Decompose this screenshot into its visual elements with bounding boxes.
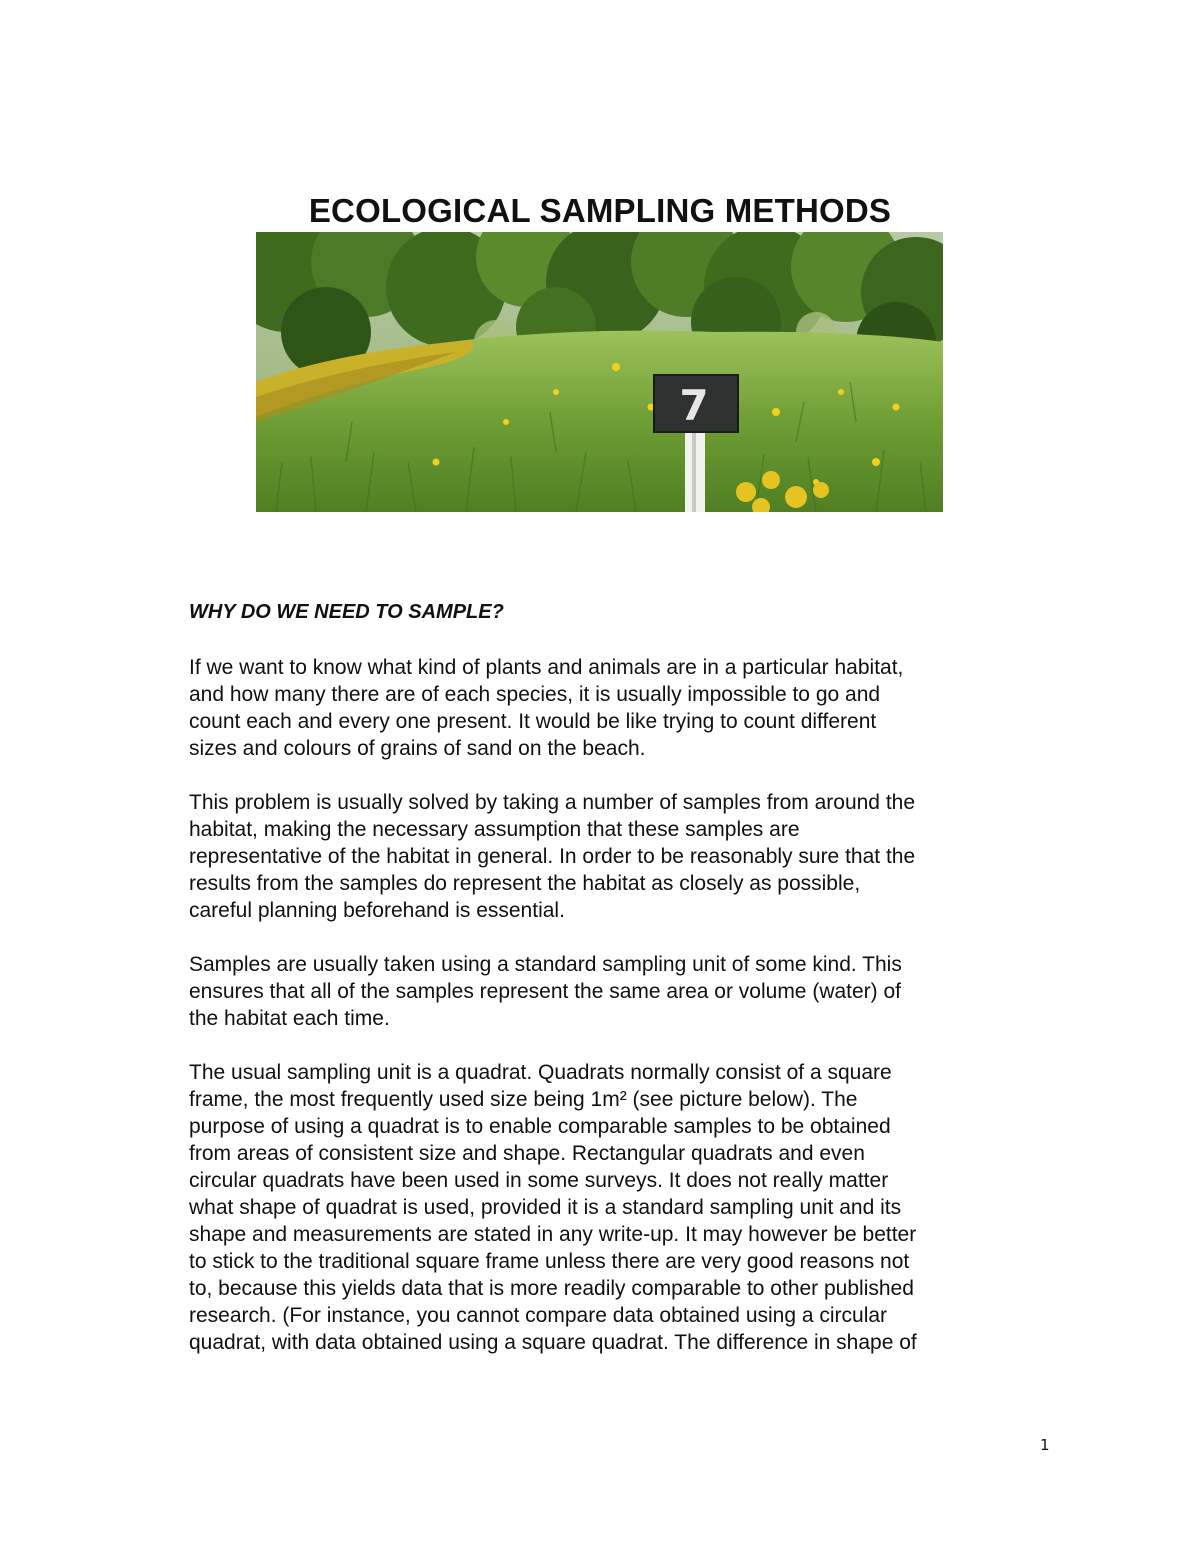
document-title: ECOLOGICAL SAMPLING METHODS [308,192,892,229]
section-heading: WHY DO WE NEED TO SAMPLE? [189,601,504,623]
sign-number: 7 [679,381,709,430]
paragraph-2: This problem is usually solved by taking a number of samples from around the habitat, making the necessary assumption that these samples are representative of the habitat in general. In order to be reasonably sure that the results from the samples do represent the habitat as closely as possible, careful planning beforehand is essential. [189,791,916,922]
paragraph-1: If we want to know what kind of plants and animals are in a particular habitat, and how many there are of each species, it is usually impossible to go and count each and every one present. It would be like trying to count different sizes and colours of grains of sand on the beach. [189,656,904,760]
paragraph-4: The usual sampling unit is a quadrat. Quadrats normally consist of a square frame, the most frequently used size being 1m² (see picture below). The purpose of using a quadrat is to enable comparable samples to be obtained from areas of consistent size and shape. Rectangular quadrats and even circular quadrats have been used in some surveys. It does not really matter what shape of quadrat is used, provided it is a standard sampling unit and its shape and measurements are stated in any write-up. It may however be better to stick to the traditional square frame unless there are very good reasons not to, because this yields data that is more readily comparable to other published research. (For instance, you cannot compare data obtained using a circular quadrat, with data obtained using a square quadrat. The difference in shape of [189,1061,917,1354]
meadow-photo [256,232,943,512]
page-number: 1 [1040,1436,1050,1454]
paragraph-3: Samples are usually taken using a standard sampling unit of some kind. This ensures that all of the samples represent the same area or volume (water) of the habitat each time. [189,953,902,1030]
